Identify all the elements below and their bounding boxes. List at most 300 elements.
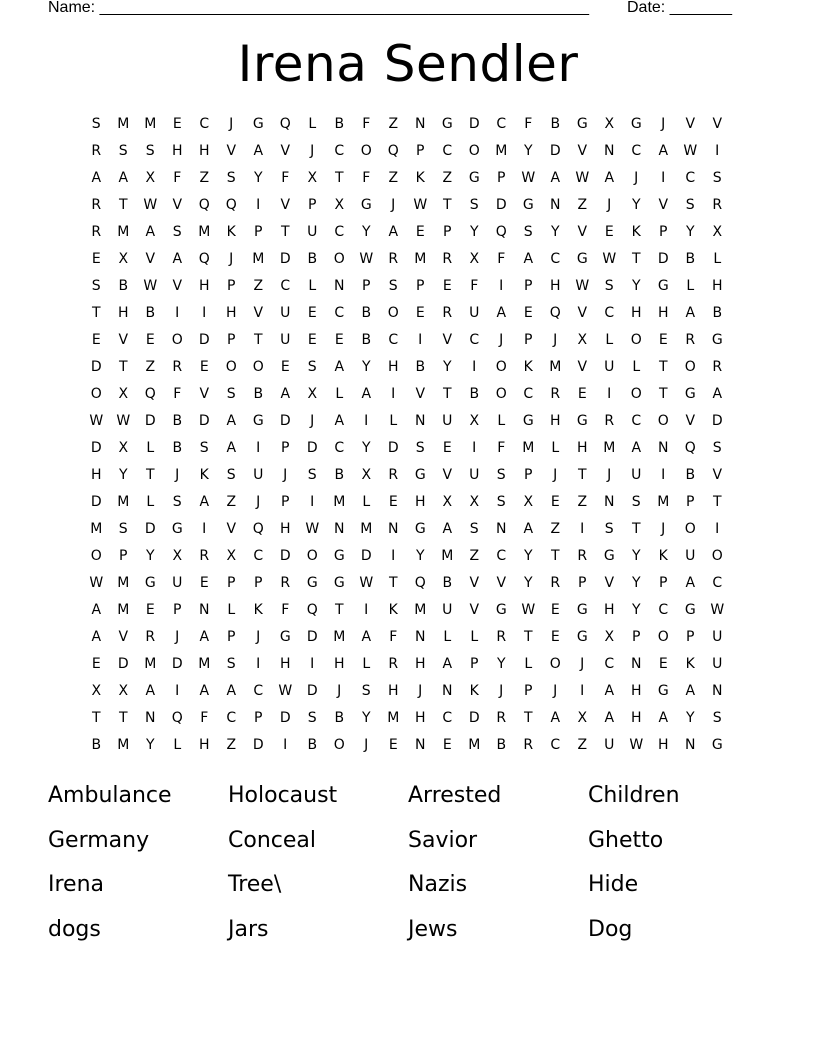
grid-letter[interactable]: K [226, 224, 237, 240]
grid-letter[interactable]: R [442, 305, 453, 321]
grid-letter[interactable]: A [442, 656, 453, 672]
grid-letter[interactable]: R [442, 251, 453, 267]
grid-letter[interactable]: E [550, 629, 561, 645]
grid-letter[interactable]: D [144, 413, 157, 429]
grid-letter[interactable]: P [281, 494, 290, 510]
grid-letter[interactable]: Z [226, 494, 237, 510]
grid-letter[interactable]: N [415, 629, 426, 645]
grid-letter[interactable]: E [307, 305, 318, 321]
grid-letter[interactable]: D [387, 440, 400, 456]
grid-letter[interactable]: L [362, 656, 371, 672]
grid-letter[interactable]: U [712, 656, 723, 672]
grid-letter[interactable]: A [118, 170, 129, 186]
grid-letter[interactable]: I [391, 548, 396, 564]
grid-letter[interactable]: A [280, 386, 291, 402]
grid-letter[interactable]: H [603, 602, 616, 618]
grid-letter[interactable]: M [522, 440, 535, 456]
grid-letter[interactable]: U [307, 224, 318, 240]
grid-letter[interactable]: X [334, 197, 345, 213]
grid-letter[interactable]: P [227, 575, 236, 591]
grid-letter[interactable]: G [171, 521, 184, 537]
grid-letter[interactable]: G [576, 602, 589, 618]
grid-letter[interactable]: X [307, 386, 318, 402]
grid-letter[interactable]: T [91, 710, 102, 726]
grid-letter[interactable]: V [658, 197, 669, 213]
grid-letter[interactable]: S [415, 440, 426, 456]
grid-letter[interactable]: W [413, 197, 428, 213]
grid-letter[interactable]: C [631, 143, 642, 159]
grid-letter[interactable]: Y [523, 143, 534, 159]
grid-letter[interactable]: L [524, 656, 533, 672]
grid-letter[interactable]: S [199, 440, 210, 456]
grid-letter[interactable]: T [631, 251, 642, 267]
grid-letter[interactable]: T [631, 521, 642, 537]
grid-letter[interactable]: Y [469, 224, 480, 240]
grid-letter[interactable]: V [280, 197, 291, 213]
grid-letter[interactable]: L [443, 629, 452, 645]
grid-letter[interactable]: P [173, 602, 182, 618]
grid-letter[interactable]: B [334, 467, 345, 483]
grid-letter[interactable]: E [658, 656, 669, 672]
grid-letter[interactable]: Y [631, 575, 642, 591]
grid-letter[interactable]: G [576, 116, 589, 132]
grid-letter[interactable]: V [685, 413, 696, 429]
grid-letter[interactable]: E [199, 359, 210, 375]
grid-letter[interactable]: H [198, 737, 211, 753]
grid-letter[interactable]: E [172, 116, 183, 132]
grid-letter[interactable]: C [685, 170, 696, 186]
grid-letter[interactable]: S [712, 440, 723, 456]
grid-letter[interactable]: H [198, 143, 211, 159]
grid-letter[interactable]: S [712, 170, 723, 186]
grid-letter[interactable]: M [495, 143, 508, 159]
grid-letter[interactable]: G [468, 170, 481, 186]
grid-letter[interactable]: T [550, 548, 561, 564]
grid-letter[interactable]: W [278, 683, 293, 699]
grid-letter[interactable]: U [604, 737, 615, 753]
grid-letter[interactable]: W [89, 575, 104, 591]
grid-letter[interactable]: B [685, 251, 696, 267]
grid-letter[interactable]: X [118, 386, 129, 402]
grid-letter[interactable]: M [117, 116, 130, 132]
grid-letter[interactable]: M [657, 494, 670, 510]
grid-letter[interactable]: M [144, 656, 157, 672]
grid-letter[interactable]: T [118, 359, 129, 375]
grid-letter[interactable]: R [199, 548, 210, 564]
grid-letter[interactable]: D [279, 413, 292, 429]
grid-letter[interactable]: N [604, 143, 615, 159]
grid-letter[interactable]: R [712, 197, 723, 213]
grid-letter[interactable]: D [279, 548, 292, 564]
grid-letter[interactable]: L [173, 737, 182, 753]
grid-letter[interactable]: C [199, 116, 210, 132]
grid-letter[interactable]: J [364, 737, 369, 753]
grid-letter[interactable]: A [226, 413, 237, 429]
grid-letter[interactable]: A [604, 710, 615, 726]
grid-letter[interactable]: C [496, 116, 507, 132]
grid-letter[interactable]: W [683, 143, 698, 159]
grid-letter[interactable]: Y [361, 710, 372, 726]
grid-letter[interactable]: E [91, 251, 102, 267]
grid-letter[interactable]: P [308, 197, 317, 213]
grid-letter[interactable]: F [389, 629, 398, 645]
grid-letter[interactable]: J [553, 683, 558, 699]
grid-letter[interactable]: P [227, 629, 236, 645]
grid-letter[interactable]: P [227, 332, 236, 348]
grid-letter[interactable]: A [361, 629, 372, 645]
grid-letter[interactable]: O [495, 386, 508, 402]
grid-letter[interactable]: A [523, 521, 534, 537]
grid-letter[interactable]: B [172, 413, 183, 429]
grid-letter[interactable]: A [199, 629, 210, 645]
grid-letter[interactable]: Y [550, 224, 561, 240]
grid-letter[interactable]: D [468, 116, 481, 132]
grid-letter[interactable]: G [684, 602, 697, 618]
grid-letter[interactable]: L [551, 440, 560, 456]
grid-letter[interactable]: A [91, 602, 102, 618]
grid-letter[interactable]: W [359, 251, 374, 267]
grid-letter[interactable]: O [684, 359, 697, 375]
grid-letter[interactable]: D [711, 413, 724, 429]
grid-letter[interactable]: G [414, 521, 427, 537]
grid-letter[interactable]: Z [388, 116, 399, 132]
grid-letter[interactable]: Y [631, 548, 642, 564]
grid-letter[interactable]: C [604, 656, 615, 672]
grid-letter[interactable]: W [521, 170, 536, 186]
grid-letter[interactable]: I [310, 656, 315, 672]
grid-letter[interactable]: I [661, 467, 666, 483]
grid-letter[interactable]: B [253, 386, 264, 402]
grid-letter[interactable]: G [657, 683, 670, 699]
grid-letter[interactable]: M [414, 602, 427, 618]
grid-letter[interactable]: U [631, 467, 642, 483]
grid-letter[interactable]: D [279, 251, 292, 267]
grid-letter[interactable]: B [361, 332, 372, 348]
grid-letter[interactable]: J [337, 683, 342, 699]
grid-letter[interactable]: P [524, 467, 533, 483]
grid-letter[interactable]: T [388, 575, 399, 591]
grid-letter[interactable]: E [334, 332, 345, 348]
grid-letter[interactable]: O [657, 629, 670, 645]
grid-letter[interactable]: A [658, 710, 669, 726]
grid-letter[interactable]: S [496, 494, 507, 510]
grid-letter[interactable]: M [333, 494, 346, 510]
grid-letter[interactable]: A [91, 170, 102, 186]
grid-letter[interactable]: S [172, 224, 183, 240]
grid-letter[interactable]: O [468, 143, 481, 159]
grid-letter[interactable]: N [496, 521, 507, 537]
grid-letter[interactable]: L [308, 116, 317, 132]
grid-letter[interactable]: A [496, 305, 507, 321]
grid-letter[interactable]: F [497, 440, 506, 456]
grid-letter[interactable]: D [198, 413, 211, 429]
grid-letter[interactable]: E [145, 602, 156, 618]
grid-letter[interactable]: V [577, 143, 588, 159]
grid-letter[interactable]: R [604, 413, 615, 429]
grid-letter[interactable]: C [442, 143, 453, 159]
grid-letter[interactable]: I [391, 386, 396, 402]
grid-letter[interactable]: G [522, 413, 535, 429]
grid-letter[interactable]: N [415, 116, 426, 132]
grid-letter[interactable]: X [577, 332, 588, 348]
grid-letter[interactable]: T [145, 467, 156, 483]
grid-letter[interactable]: S [226, 656, 237, 672]
grid-letter[interactable]: C [496, 548, 507, 564]
grid-letter[interactable]: O [252, 359, 265, 375]
grid-letter[interactable]: E [415, 224, 426, 240]
grid-letter[interactable]: A [712, 386, 723, 402]
grid-letter[interactable]: J [499, 332, 504, 348]
grid-letter[interactable]: W [575, 278, 590, 294]
grid-letter[interactable]: Q [684, 440, 697, 456]
grid-letter[interactable]: X [469, 251, 480, 267]
grid-letter[interactable]: J [553, 332, 558, 348]
grid-letter[interactable]: T [523, 710, 534, 726]
grid-letter[interactable]: X [145, 170, 156, 186]
grid-letter[interactable]: K [388, 602, 399, 618]
grid-letter[interactable]: S [469, 521, 480, 537]
grid-letter[interactable]: B [496, 737, 507, 753]
grid-letter[interactable]: L [497, 413, 506, 429]
grid-letter[interactable]: E [658, 332, 669, 348]
grid-letter[interactable]: D [306, 629, 319, 645]
grid-letter[interactable]: I [472, 359, 477, 375]
grid-letter[interactable]: O [306, 548, 319, 564]
grid-letter[interactable]: H [630, 683, 643, 699]
grid-letter[interactable]: O [171, 332, 184, 348]
grid-letter[interactable]: A [226, 683, 237, 699]
grid-letter[interactable]: J [256, 494, 261, 510]
grid-letter[interactable]: E [442, 737, 453, 753]
grid-letter[interactable]: H [117, 305, 130, 321]
grid-letter[interactable]: O [90, 386, 103, 402]
grid-letter[interactable]: V [496, 575, 507, 591]
grid-letter[interactable]: N [442, 683, 453, 699]
grid-letter[interactable]: R [388, 467, 399, 483]
grid-letter[interactable]: X [226, 548, 237, 564]
grid-letter[interactable]: L [632, 359, 641, 375]
grid-letter[interactable]: Y [415, 548, 426, 564]
grid-letter[interactable]: N [550, 197, 561, 213]
grid-letter[interactable]: J [418, 683, 423, 699]
grid-letter[interactable]: A [550, 710, 561, 726]
grid-letter[interactable]: B [118, 278, 129, 294]
grid-letter[interactable]: R [91, 224, 102, 240]
grid-letter[interactable]: L [362, 494, 371, 510]
grid-letter[interactable]: G [522, 197, 535, 213]
grid-letter[interactable]: C [523, 386, 534, 402]
grid-letter[interactable]: O [630, 332, 643, 348]
grid-letter[interactable]: A [172, 251, 183, 267]
grid-letter[interactable]: A [631, 440, 642, 456]
grid-letter[interactable]: U [253, 467, 264, 483]
grid-letter[interactable]: B [550, 116, 561, 132]
grid-letter[interactable]: G [306, 575, 319, 591]
grid-letter[interactable]: D [90, 359, 103, 375]
grid-letter[interactable]: I [202, 521, 207, 537]
grid-letter[interactable]: B [145, 305, 156, 321]
grid-letter[interactable]: W [143, 278, 158, 294]
grid-letter[interactable]: S [469, 197, 480, 213]
grid-letter[interactable]: V [145, 251, 156, 267]
grid-letter[interactable]: L [227, 602, 236, 618]
grid-letter[interactable]: P [416, 143, 425, 159]
grid-letter[interactable]: U [280, 305, 291, 321]
grid-letter[interactable]: Z [226, 737, 237, 753]
grid-letter[interactable]: P [497, 170, 506, 186]
grid-letter[interactable]: P [578, 575, 587, 591]
grid-letter[interactable]: M [117, 602, 130, 618]
grid-letter[interactable]: M [90, 521, 103, 537]
grid-letter[interactable]: F [362, 170, 371, 186]
grid-letter[interactable]: A [388, 224, 399, 240]
grid-letter[interactable]: V [172, 197, 183, 213]
grid-letter[interactable]: W [359, 575, 374, 591]
grid-letter[interactable]: N [334, 521, 345, 537]
grid-letter[interactable]: C [550, 737, 561, 753]
grid-letter[interactable]: N [415, 737, 426, 753]
grid-letter[interactable]: G [279, 629, 292, 645]
grid-letter[interactable]: V [577, 305, 588, 321]
grid-letter[interactable]: H [171, 143, 184, 159]
grid-letter[interactable]: K [658, 548, 669, 564]
grid-letter[interactable]: N [199, 602, 210, 618]
grid-letter[interactable]: M [333, 629, 346, 645]
grid-letter[interactable]: E [550, 494, 561, 510]
grid-letter[interactable]: P [281, 440, 290, 456]
grid-letter[interactable]: K [523, 359, 534, 375]
grid-letter[interactable]: I [256, 656, 261, 672]
grid-letter[interactable]: N [145, 710, 156, 726]
grid-letter[interactable]: Z [199, 170, 210, 186]
grid-letter[interactable]: J [391, 197, 396, 213]
grid-letter[interactable]: Q [144, 386, 157, 402]
grid-letter[interactable]: W [602, 251, 617, 267]
grid-letter[interactable]: P [524, 278, 533, 294]
grid-letter[interactable]: C [334, 440, 345, 456]
grid-letter[interactable]: W [89, 413, 104, 429]
grid-letter[interactable]: A [604, 170, 615, 186]
grid-letter[interactable]: I [715, 521, 720, 537]
grid-letter[interactable]: N [334, 278, 345, 294]
grid-letter[interactable]: N [388, 521, 399, 537]
grid-letter[interactable]: D [90, 494, 103, 510]
grid-letter[interactable]: N [712, 683, 723, 699]
grid-letter[interactable]: N [685, 737, 696, 753]
grid-letter[interactable]: X [523, 494, 534, 510]
grid-letter[interactable]: C [604, 305, 615, 321]
grid-letter[interactable]: P [119, 548, 128, 564]
grid-letter[interactable]: T [442, 197, 453, 213]
grid-letter[interactable]: H [279, 656, 292, 672]
grid-letter[interactable]: C [226, 710, 237, 726]
grid-letter[interactable]: V [469, 575, 480, 591]
grid-letter[interactable]: Y [145, 737, 156, 753]
grid-letter[interactable]: S [226, 386, 237, 402]
grid-letter[interactable]: C [658, 602, 669, 618]
grid-letter[interactable]: S [361, 683, 372, 699]
grid-letter[interactable]: R [388, 656, 399, 672]
grid-letter[interactable]: U [442, 602, 453, 618]
grid-letter[interactable]: Z [388, 170, 399, 186]
grid-letter[interactable]: I [283, 737, 288, 753]
grid-letter[interactable]: M [414, 251, 427, 267]
grid-letter[interactable]: M [549, 359, 562, 375]
grid-letter[interactable]: N [415, 413, 426, 429]
grid-letter[interactable]: P [254, 575, 263, 591]
grid-letter[interactable]: G [657, 278, 670, 294]
date-field-label[interactable]: Date: _______ [627, 0, 732, 16]
grid-letter[interactable]: X [307, 170, 318, 186]
grid-letter[interactable]: Z [469, 548, 480, 564]
grid-letter[interactable]: L [713, 251, 722, 267]
grid-letter[interactable]: R [496, 629, 507, 645]
grid-letter[interactable]: A [334, 413, 345, 429]
grid-letter[interactable]: P [227, 278, 236, 294]
grid-letter[interactable]: X [361, 467, 372, 483]
grid-letter[interactable]: I [499, 278, 504, 294]
grid-letter[interactable]: B [442, 575, 453, 591]
grid-letter[interactable]: S [712, 710, 723, 726]
grid-letter[interactable]: V [442, 467, 453, 483]
grid-letter[interactable]: B [712, 305, 723, 321]
grid-letter[interactable]: R [91, 143, 102, 159]
grid-letter[interactable]: D [144, 521, 157, 537]
grid-letter[interactable]: Y [523, 548, 534, 564]
grid-letter[interactable]: E [91, 656, 102, 672]
grid-letter[interactable]: R [145, 629, 156, 645]
grid-letter[interactable]: H [657, 737, 670, 753]
grid-letter[interactable]: M [441, 548, 454, 564]
grid-letter[interactable]: R [496, 710, 507, 726]
grid-letter[interactable]: Y [442, 359, 453, 375]
grid-letter[interactable]: A [253, 143, 264, 159]
grid-letter[interactable]: B [334, 710, 345, 726]
grid-letter[interactable]: F [524, 116, 533, 132]
grid-letter[interactable]: O [360, 143, 373, 159]
grid-letter[interactable]: O [90, 548, 103, 564]
grid-letter[interactable]: H [387, 359, 400, 375]
grid-letter[interactable]: F [362, 116, 371, 132]
grid-letter[interactable]: Q [171, 710, 184, 726]
grid-letter[interactable]: D [360, 548, 373, 564]
grid-letter[interactable]: B [685, 467, 696, 483]
grid-letter[interactable]: E [280, 359, 291, 375]
grid-letter[interactable]: G [711, 737, 724, 753]
grid-letter[interactable]: Y [685, 710, 696, 726]
grid-letter[interactable]: M [117, 224, 130, 240]
grid-letter[interactable]: L [605, 332, 614, 348]
grid-letter[interactable]: J [607, 197, 612, 213]
grid-letter[interactable]: X [712, 224, 723, 240]
grid-letter[interactable]: H [630, 305, 643, 321]
grid-letter[interactable]: O [387, 305, 400, 321]
grid-letter[interactable]: P [659, 224, 668, 240]
grid-letter[interactable]: A [199, 683, 210, 699]
grid-letter[interactable]: H [549, 278, 562, 294]
grid-letter[interactable]: H [90, 467, 103, 483]
grid-letter[interactable]: X [577, 710, 588, 726]
grid-letter[interactable]: X [604, 629, 615, 645]
grid-letter[interactable]: J [661, 116, 666, 132]
grid-letter[interactable]: G [441, 116, 454, 132]
grid-letter[interactable]: J [283, 467, 288, 483]
grid-letter[interactable]: V [712, 116, 723, 132]
grid-letter[interactable]: V [118, 629, 129, 645]
grid-letter[interactable]: O [225, 359, 238, 375]
grid-letter[interactable]: S [685, 197, 696, 213]
grid-letter[interactable]: D [90, 440, 103, 456]
